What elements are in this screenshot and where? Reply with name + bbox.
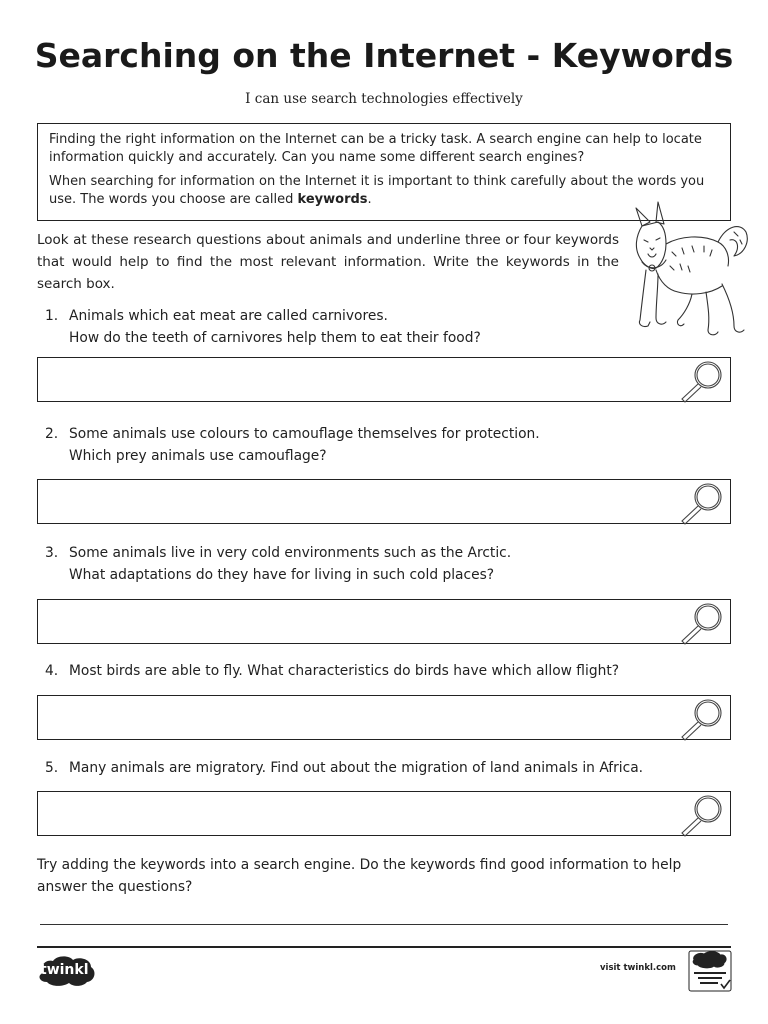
magnifying-glass-icon: [676, 793, 728, 837]
intro-paragraph-2: [49, 173, 719, 209]
quality-approved-badge-icon: [688, 950, 732, 992]
question-line-1: Animals which eat meat are called carnivores.: [69, 308, 388, 324]
question-line-1: Many animals are migratory. Find out about the migration of land animals in Africa.: [69, 760, 644, 776]
search-box-2[interactable]: [37, 479, 731, 524]
visit-link[interactable]: visit twinkl.com: [600, 963, 676, 973]
question-number: 1.: [45, 308, 59, 324]
instructions: Look at these research questions about animals and underline three or four keywords that would help to find the most relevant information. Write the keywords in the search box.: [37, 232, 619, 292]
question-3: [45, 542, 511, 586]
intro-paragraph-1: Finding the right information on the Internet can be a tricky task. A search engine can help to locate information quickly and accurately. Can you name some different search engines?: [49, 132, 702, 165]
page-title: Searching on the Internet - Keywords: [34, 36, 734, 75]
logo-text: twinkl: [40, 962, 89, 978]
search-box-5[interactable]: [37, 791, 731, 836]
keywords-term: keywords: [297, 192, 368, 207]
footer-divider: [37, 946, 731, 948]
magnifying-glass-icon: [676, 481, 728, 525]
question-line-1: Some animals use colours to camouflage themselves for protection.: [69, 426, 540, 442]
question-5: [45, 757, 643, 779]
magnifying-glass-icon: [676, 601, 728, 645]
magnifying-glass-icon: [676, 359, 728, 403]
question-line-1: Most birds are able to fly. What characteristics do birds have which allow flight?: [69, 663, 620, 679]
search-box-3[interactable]: [37, 599, 731, 644]
question-line-2: What adaptations do they have for living in such cold places?: [69, 567, 495, 583]
closing-prompt: Try adding the keywords into a search engine. Do the keywords find good information to help answer the questions?: [37, 857, 682, 895]
answer-line[interactable]: [40, 924, 728, 925]
question-number: 2.: [45, 426, 59, 442]
magnifying-glass-icon: [676, 697, 728, 741]
question-number: 4.: [45, 663, 59, 679]
intro-text: When searching for information on the Internet it is important to think carefully about the words you use. The words you choose are called: [49, 174, 705, 207]
question-line-2: How do the teeth of carnivores help them to eat their food?: [69, 330, 481, 346]
question-line-1: Some animals live in very cold environments such as the Arctic.: [69, 545, 512, 561]
search-box-4[interactable]: [37, 695, 731, 740]
question-1: [45, 305, 481, 349]
question-line-2: Which prey animals use camouflage?: [69, 448, 327, 464]
husky-dog-illustration: [622, 196, 750, 344]
question-number: 5.: [45, 760, 59, 776]
question-2: [45, 423, 540, 467]
question-number: 3.: [45, 545, 59, 561]
question-4: [45, 660, 619, 682]
learning-objective: I can use search technologies effectively: [245, 91, 523, 107]
search-box-1[interactable]: [37, 357, 731, 402]
intro-text-end: .: [367, 192, 372, 207]
